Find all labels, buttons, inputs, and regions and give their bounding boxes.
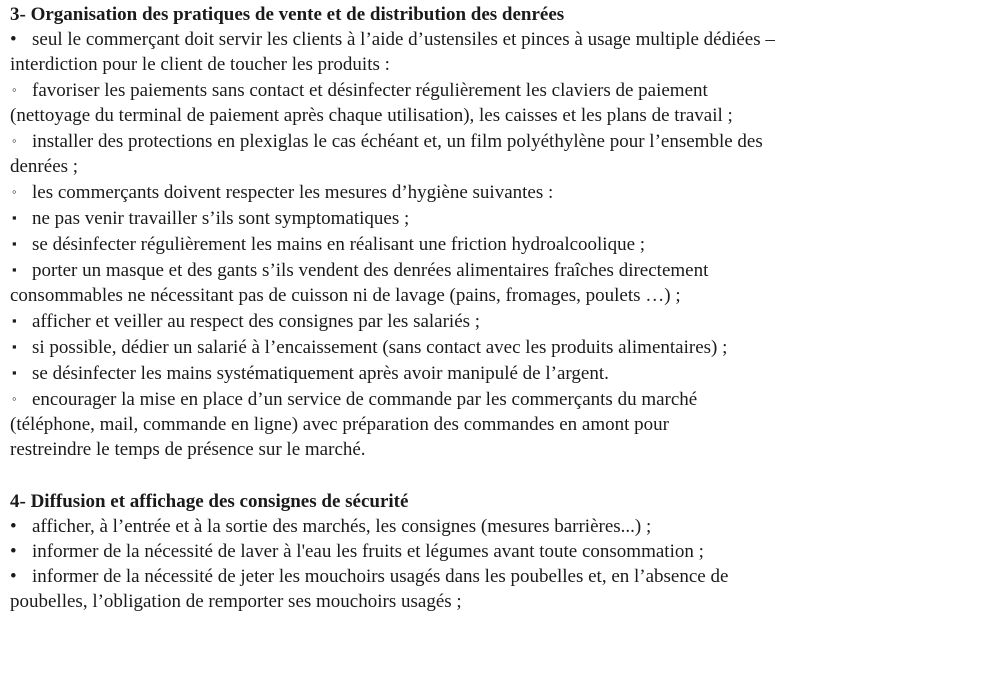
list-item-line xyxy=(10,103,995,128)
bullet-icon: ▪ xyxy=(12,262,17,277)
list-item-text: seul le commerçant doit servir les clients à l’aide d’ustensiles et pinces à usage multiple dédiées – xyxy=(32,29,775,50)
list-item-text: restreindre le temps de présence sur le marché. xyxy=(10,439,366,460)
list-item-line xyxy=(10,154,995,179)
list-item-line xyxy=(10,257,995,283)
list-item-line xyxy=(10,52,995,77)
list-item xyxy=(10,77,995,128)
bullet-icon: • xyxy=(10,566,17,587)
list-item-line xyxy=(10,231,995,257)
list-item-text: informer de la nécessité de laver à l'eau les fruits et légumes avant toute consommation ; xyxy=(32,541,704,562)
list-item-text: si possible, dédier un salarié à l’encaissement (sans contact avec les produits alimentaires) ; xyxy=(32,337,728,358)
bullet-icon: ▪ xyxy=(12,236,17,251)
list-item-text: afficher, à l’entrée et à la sortie des marchés, les consignes (mesures barrières...) ; xyxy=(32,516,652,537)
list-item-line xyxy=(10,334,995,360)
bullet-icon: • xyxy=(10,29,17,50)
list-item-line xyxy=(10,539,995,564)
list-item-text: installer des protections en plexiglas le cas échéant et, un film polyéthylène pour l’ensemble des xyxy=(32,131,763,152)
bullet-icon: ◦ xyxy=(12,184,17,199)
list-item xyxy=(10,514,995,539)
list-item-text: se désinfecter les mains systématiquement après avoir manipulé de l’argent. xyxy=(32,363,609,384)
list-item-line xyxy=(10,27,995,52)
document-page xyxy=(10,0,995,614)
bullet-icon: ◦ xyxy=(12,391,17,406)
list-item xyxy=(10,308,995,334)
list-item-text: interdiction pour le client de toucher les produits : xyxy=(10,54,390,75)
section-heading: 4- Diffusion et affichage des consignes de sécurité xyxy=(10,491,409,512)
list-item-line xyxy=(10,412,995,437)
list-item-text: (téléphone, mail, commande en ligne) avec préparation des commandes en amont pour xyxy=(10,414,669,435)
list-item-line xyxy=(10,308,995,334)
bullet-icon: • xyxy=(10,516,17,537)
list-item xyxy=(10,205,995,231)
bullet-icon: ◦ xyxy=(12,82,17,97)
list-item xyxy=(10,334,995,360)
list-item-text: informer de la nécessité de jeter les mouchoirs usagés dans les poubelles et, en l’absence de xyxy=(32,566,729,587)
list-item xyxy=(10,539,995,564)
list-item-line xyxy=(10,386,995,412)
bullet-icon: ▪ xyxy=(12,313,17,328)
list-item-text: encourager la mise en place d’un service de commande par les commerçants du marché xyxy=(32,389,698,410)
list-item-text: poubelles, l’obligation de remporter ses mouchoirs usagés ; xyxy=(10,591,462,612)
list-item xyxy=(10,27,995,77)
list-item-text: se désinfecter régulièrement les mains en réalisant une friction hydroalcoolique ; xyxy=(32,234,646,255)
section-3 xyxy=(10,0,995,462)
list-item xyxy=(10,564,995,614)
list-item-line xyxy=(10,564,995,589)
list-item-line xyxy=(10,179,995,205)
list-item xyxy=(10,360,995,386)
list-item-text: (nettoyage du terminal de paiement après chaque utilisation), les caisses et les plans de travail ; xyxy=(10,105,733,126)
list-item-text: denrées ; xyxy=(10,156,79,177)
list-item-line xyxy=(10,589,995,614)
section-heading: 3- Organisation des pratiques de vente et de distribution des denrées xyxy=(10,4,565,25)
bullet-icon: ▪ xyxy=(12,210,17,225)
list-item-line xyxy=(10,283,995,308)
bullet-icon: ◦ xyxy=(12,133,17,148)
list-item-line xyxy=(10,437,995,462)
list-item-text: favoriser les paiements sans contact et désinfecter régulièrement les claviers de paiement xyxy=(32,80,708,101)
section-4 xyxy=(10,487,995,614)
list-item-line xyxy=(10,360,995,386)
list-item xyxy=(10,179,995,205)
list-item-line xyxy=(10,205,995,231)
list-item-text: porter un masque et des gants s’ils vendent des denrées alimentaires fraîches directement xyxy=(32,260,709,281)
list-item-text: ne pas venir travailler s’ils sont symptomatiques ; xyxy=(32,208,410,229)
list-item-line xyxy=(10,128,995,154)
list-item xyxy=(10,128,995,179)
bullet-icon: • xyxy=(10,541,17,562)
list-item-line xyxy=(10,77,995,103)
list-item-text: consommables ne nécessitant pas de cuisson ni de lavage (pains, fromages, poulets …) ; xyxy=(10,285,681,306)
bullet-icon: ▪ xyxy=(12,339,17,354)
list-item-text: les commerçants doivent respecter les mesures d’hygiène suivantes : xyxy=(32,182,554,203)
list-item-text: afficher et veiller au respect des consignes par les salariés ; xyxy=(32,311,481,332)
list-item-line xyxy=(10,514,995,539)
list-item xyxy=(10,386,995,462)
list-item xyxy=(10,257,995,308)
bullet-icon: ▪ xyxy=(12,365,17,380)
list-item xyxy=(10,231,995,257)
